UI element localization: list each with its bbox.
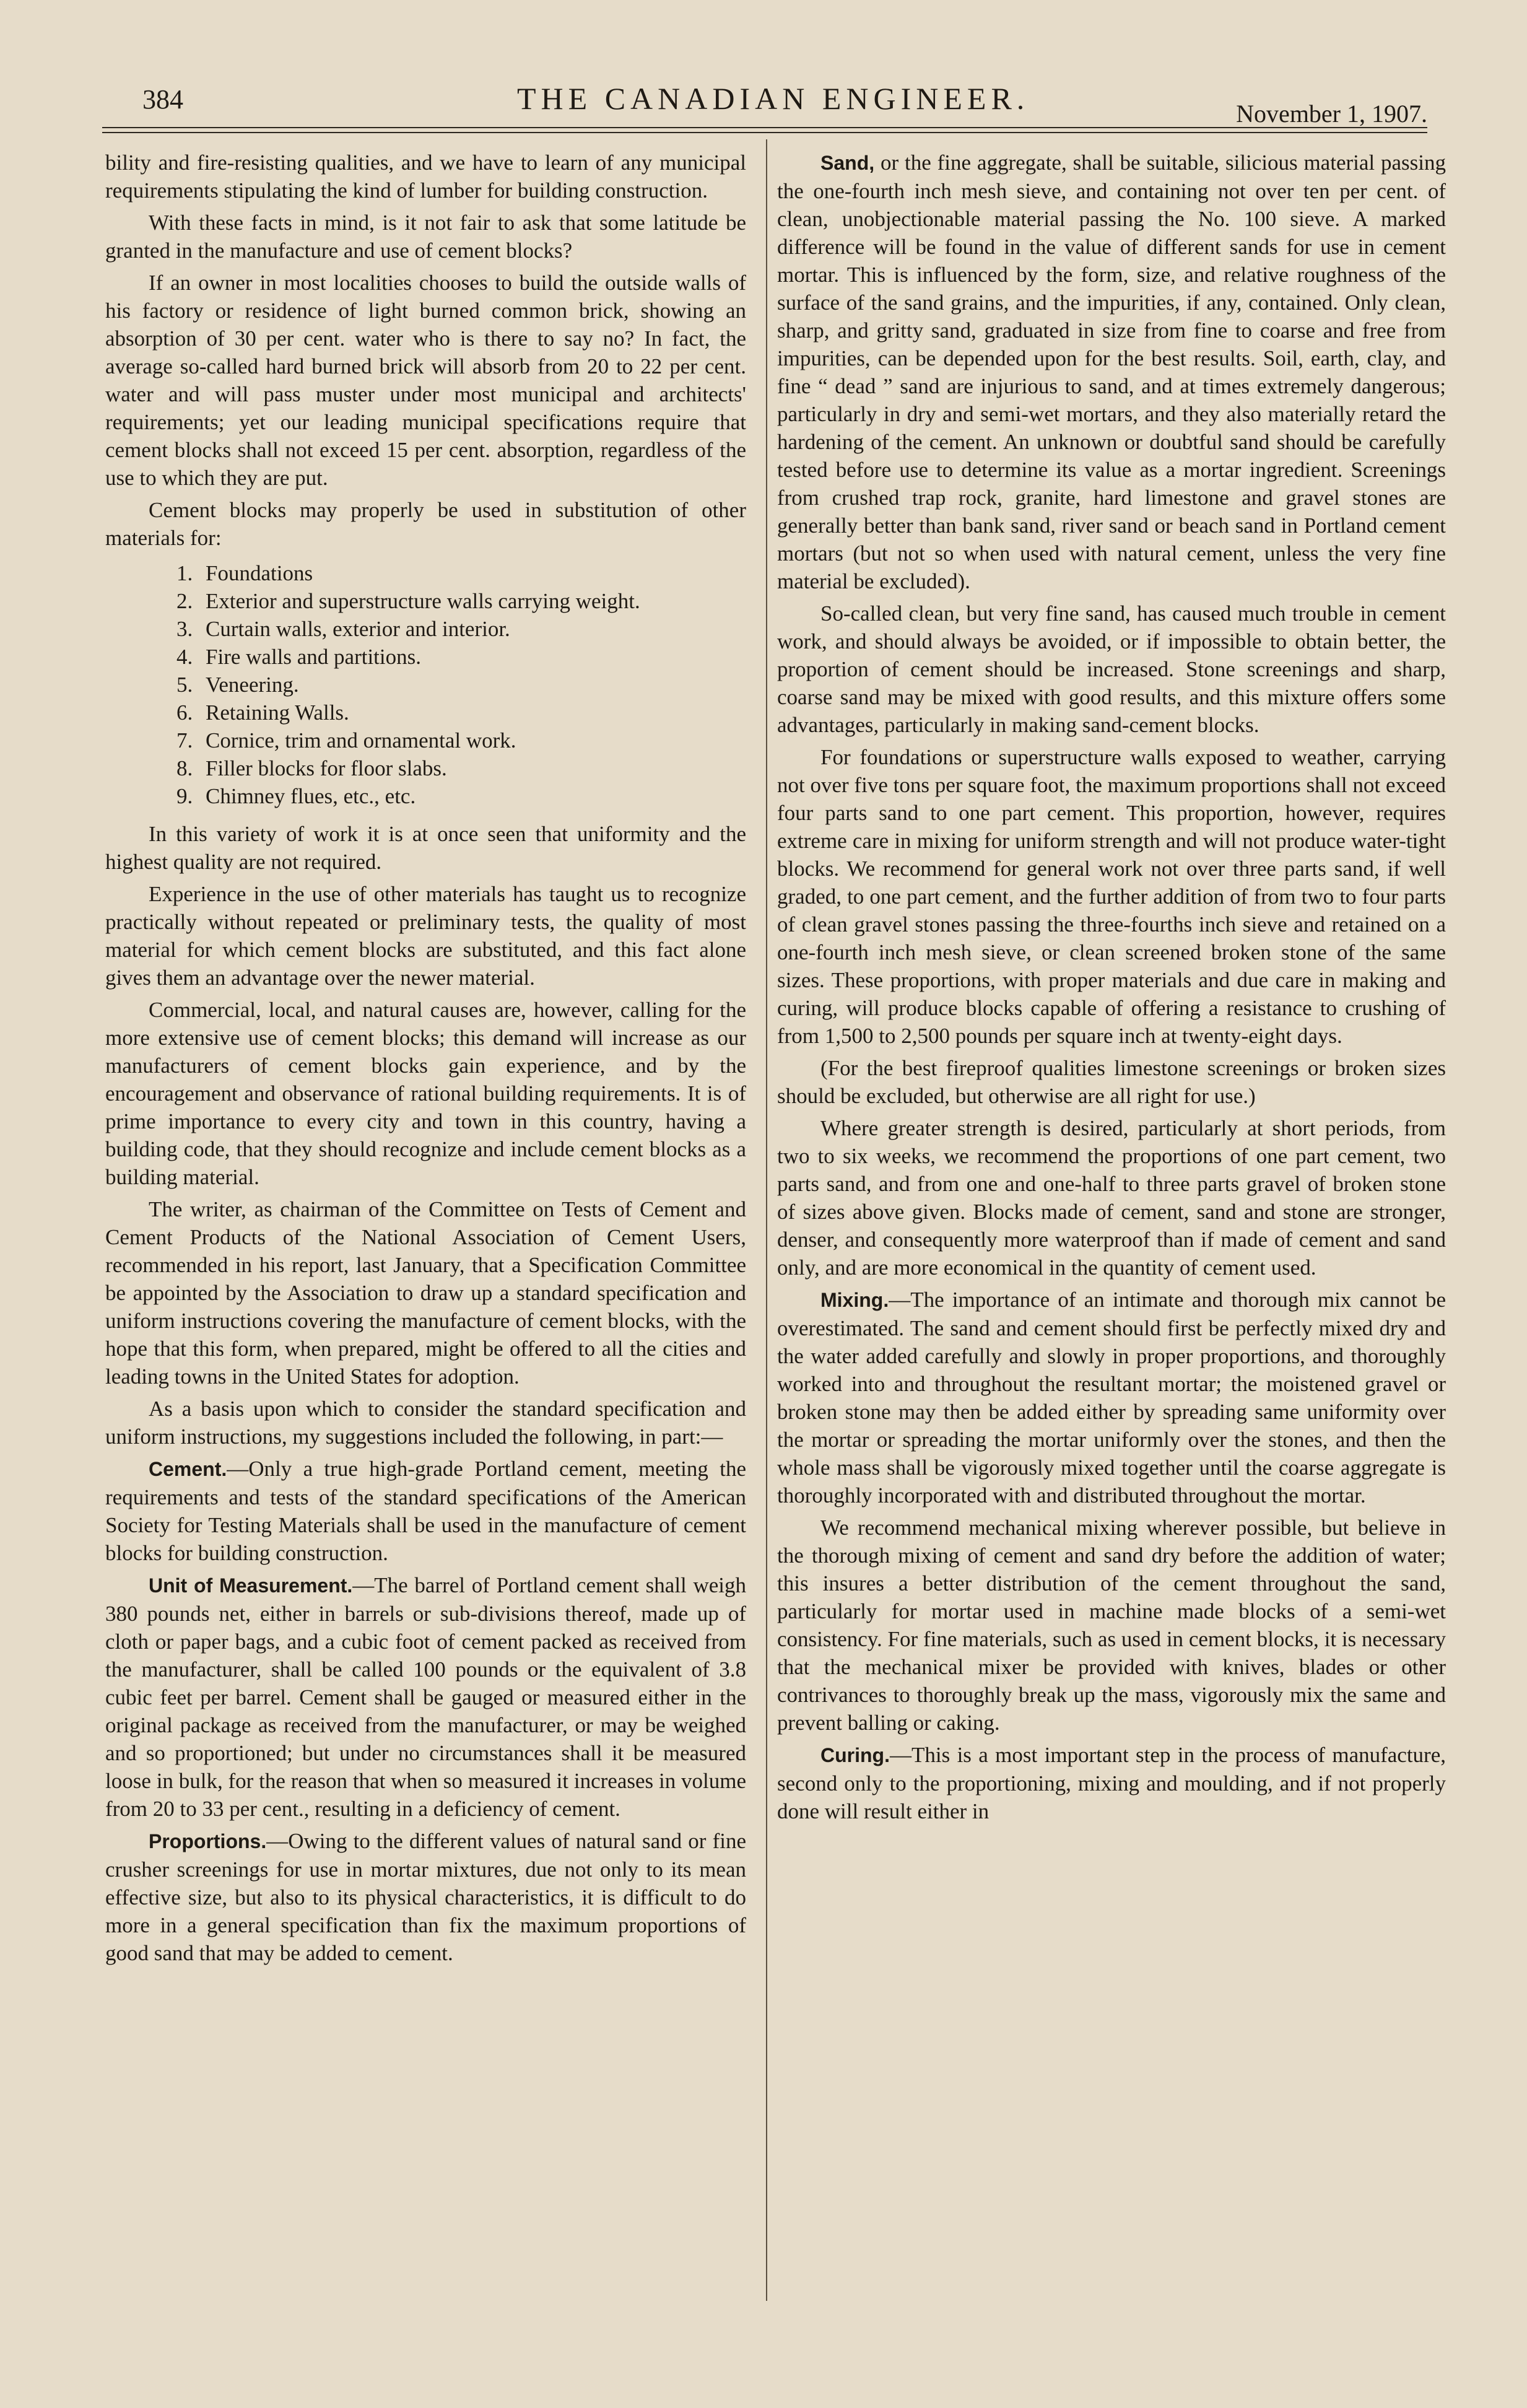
paragraph: Where greater strength is desired, particularly at short periods, from two to six weeks, we recommend the proportions of one part cement, two parts sand, and from one and one-half to three parts gravel of broken stone of sizes above given. Blocks made of cement, sand and stone are stronger, denser, and consequently more waterproof than if made of cement and sand only, and are more economical in the quantity of cement used. — [777, 1116, 1446, 1280]
section-curing — [777, 1741, 1446, 1825]
running-header — [102, 74, 1427, 133]
section-heading-curing: Curing. — [820, 1744, 890, 1766]
section-mixing — [777, 1286, 1446, 1509]
section-heading-sand: Sand, — [820, 152, 875, 174]
section-body: —This is a most important step in the process of manufacture, second only to the proportioning, mixing and moulding, and if not properly done will result either in — [777, 1743, 1446, 1823]
header-rule-top — [102, 127, 1427, 128]
paragraph: If an owner in most localities chooses to build the outside walls of his factory or residence of light burned common brick, showing an absorption of 30 per cent. water who is there to say no? In fact, the average so-called hard burned brick will absorb from 20 to 22 per cent. water and will pass muster under most municipal and architects' requirements; yet our leading municipal specifications require that cement blocks shall not exceed 15 per cent. absorption, regardless of the use to which they are put. — [105, 271, 746, 490]
section-heading-proportions: Proportions. — [149, 1830, 267, 1852]
list-item: 4. Fire walls and partitions. — [198, 643, 746, 671]
paragraph: As a basis upon which to consider the standard specification and uniform instructions, my suggestions included the following, in part:— — [105, 1397, 746, 1449]
right-column — [777, 149, 1446, 2292]
column-divider — [766, 139, 767, 2301]
list-item: 1. Foundations — [198, 559, 746, 587]
paragraph: The writer, as chairman of the Committee on Tests of Cement and Cement Products of the National Association of Cement Users, recommended in his report, last January, that a Specification Committee be appointed by the Association to draw up a standard specification and uniform instructions covering the manufacture of cement blocks, with the hope that this form, when prepared, might be offered to all the cities and leading towns in the United States for adoption. — [105, 1197, 746, 1389]
section-heading-unit-of-measurement: Unit of Measurement. — [149, 1574, 353, 1597]
paragraph: We recommend mechanical mixing wherever possible, but believe in the thorough mixing of cement and sand dry before the addition of water; this insures a better distribution of the cement throughout the sand, particularly for mortar used in machine made blocks of a semi-wet consistency. For fine materials, such as used in cement blocks, it is necessary that the mechanical mixer be provided with knives, blades or other contrivances to thoroughly break up the mass, vigorously mix the same and prevent balling or caking. — [777, 1516, 1446, 1735]
section-body: or the fine aggregate, shall be suitable, silicious material passing the one-fourth inch mesh sieve, and containing not over ten per cent. of clean, unobjectionable material passing the No. 100 sieve. A marked difference will be found in the value of different sands for use in cement mortar. This is influenced by the form, size, and relative roughness of the surface of the sand grains, and the impurities, if any, contained. Only clean, sharp, and gritty sand, graduated in size from fine to coarse and free from impurities, can be depended upon for the best results. Soil, earth, clay, and fine “ dead ” sand are injurious to sand, and at times extremely dangerous; particularly in dry and semi-wet mortars, and they also materially retard the hardening of the cement. An unknown or doubtful sand should be carefully tested before use to determine its value as a mortar ingredient. Screenings from crushed trap rock, granite, hard limestone and gravel stones are generally better than bank sand, river sand or beach sand in Portland cement mortars (but not so when used with natural cement, unless the very fine material be excluded). — [777, 150, 1446, 593]
list-item: 3. Curtain walls, exterior and interior. — [198, 615, 746, 643]
paragraph: In this variety of work it is at once seen that uniformity and the highest quality are not required. — [105, 822, 746, 874]
paragraph: With these facts in mind, is it not fair to ask that some latitude be granted in the manufacture and use of cement blocks? — [105, 211, 746, 263]
section-sand — [777, 149, 1446, 595]
issue-date: November 1, 1907. — [1236, 100, 1427, 128]
paragraph: Cement blocks may properly be used in substitution of other materials for: — [105, 498, 746, 550]
paragraph: (For the best fireproof qualities limestone screenings or broken sizes should be excluded, but otherwise are all right for use.) — [777, 1056, 1446, 1108]
section-proportions — [105, 1827, 746, 1967]
list-item: 8. Filler blocks for floor slabs. — [198, 754, 746, 782]
section-heading-mixing: Mixing. — [820, 1289, 889, 1311]
section-body: —Owing to the different values of natural sand or fine crusher screenings for use in mortar mixtures, due not only to its mean effective size, but also to its physical characteristics, it is difficult to do more in a general specification than fix the maximum proportions of good sand that may be added to cement. — [105, 1829, 746, 1965]
paragraph: bility and fire-resisting qualities, and we have to learn of any municipal requirements stipulating the kind of lumber for building construction. — [105, 150, 746, 203]
section-unit-of-measurement — [105, 1571, 746, 1823]
list-item: 2. Exterior and superstructure walls carrying weight. — [198, 587, 746, 615]
section-body: —The barrel of Portland cement shall weigh 380 pounds net, either in barrels or sub-divisions thereof, made up of cloth or paper bags, and a cubic foot of cement packed as received from the manufacturer, shall be called 100 pounds or the equivalent of 3.8 cubic feet per barrel. Cement shall be gauged or measured either in the original package as received from the manufacturer, or may be weighed and so proportioned; but under no circumstances shall it be measured loose in bulk, for the reason that when so measured it increases in volume from 20 to 33 per cent., resulting in a deficiency of cement. — [105, 1573, 746, 1821]
paragraph: Experience in the use of other materials has taught us to recognize practically without repeated or preliminary tests, the quality of most material for which cement blocks are substituted, and this fact alone gives them an advantage over the newer material. — [105, 882, 746, 990]
paragraph: So-called clean, but very fine sand, has caused much trouble in cement work, and should always be avoided, or if impossible to obtain better, the proportion of cement should be increased. Stone screenings and sharp, coarse sand may be mixed with good results, and this mixture offers some advantages, particularly in making sand-cement blocks. — [777, 601, 1446, 737]
journal-title: THE CANADIAN ENGINEER. — [517, 81, 1030, 116]
section-cement — [105, 1455, 746, 1567]
page-number: 384 — [142, 84, 183, 115]
list-item: 9. Chimney flues, etc., etc. — [198, 782, 746, 810]
uses-list — [105, 559, 746, 810]
left-column — [105, 149, 746, 2292]
list-item: 5. Veneering. — [198, 671, 746, 699]
paragraph: Commercial, local, and natural causes are, however, calling for the more extensive use of cement blocks; this demand will increase as our manufacturers of cement blocks gain experience, and by the encouragement and observance of rational building requirements. It is of prime importance to every city and town in this country, having a building code, that they should recognize and include cement blocks as a building material. — [105, 998, 746, 1189]
list-item: 7. Cornice, trim and ornamental work. — [198, 726, 746, 754]
header-rule-bottom — [102, 132, 1427, 133]
section-body: —The importance of an intimate and thorough mix cannot be overestimated. The sand and cement should first be perfectly mixed dry and the water added carefully and slowly in proper proportions, and thoroughly worked into and throughout the resultant mortar; the moistened gravel or broken stone may then be added either by spreading same uniformity over the mortar or spreading the mortar uniformly over the stones, and then the whole mass shall be vigorously mixed together until the coarse aggregate is thoroughly incorporated with and distributed throughout the mortar. — [777, 1288, 1446, 1507]
section-body: —Only a true high-grade Portland cement, meeting the requirements and tests of the standard specifications of the American Society for Testing Materials shall be used in the manufacture of cement blocks for building construction. — [105, 1457, 746, 1565]
section-heading-cement: Cement. — [149, 1458, 227, 1480]
list-item: 6. Retaining Walls. — [198, 699, 746, 726]
paragraph: For foundations or superstructure walls exposed to weather, carrying not over five tons per square foot, the maximum proportions shall not exceed four parts sand to one part cement. This proportion, however, requires extreme care in mixing for uniform strength and will not produce water-tight blocks. We recommend for general work not over three parts sand, if well graded, to one part cement, and the further addition of from two to four parts of clean gravel stones passing the three-fourths inch sieve and retained on a one-fourth inch mesh sieve, or clean screened broken stone of the same sizes. These proportions, with proper materials and due care in making and curing, will produce blocks capable of offering a resistance to crushing of from 1,500 to 2,500 pounds per square inch at twenty-eight days. — [777, 745, 1446, 1048]
